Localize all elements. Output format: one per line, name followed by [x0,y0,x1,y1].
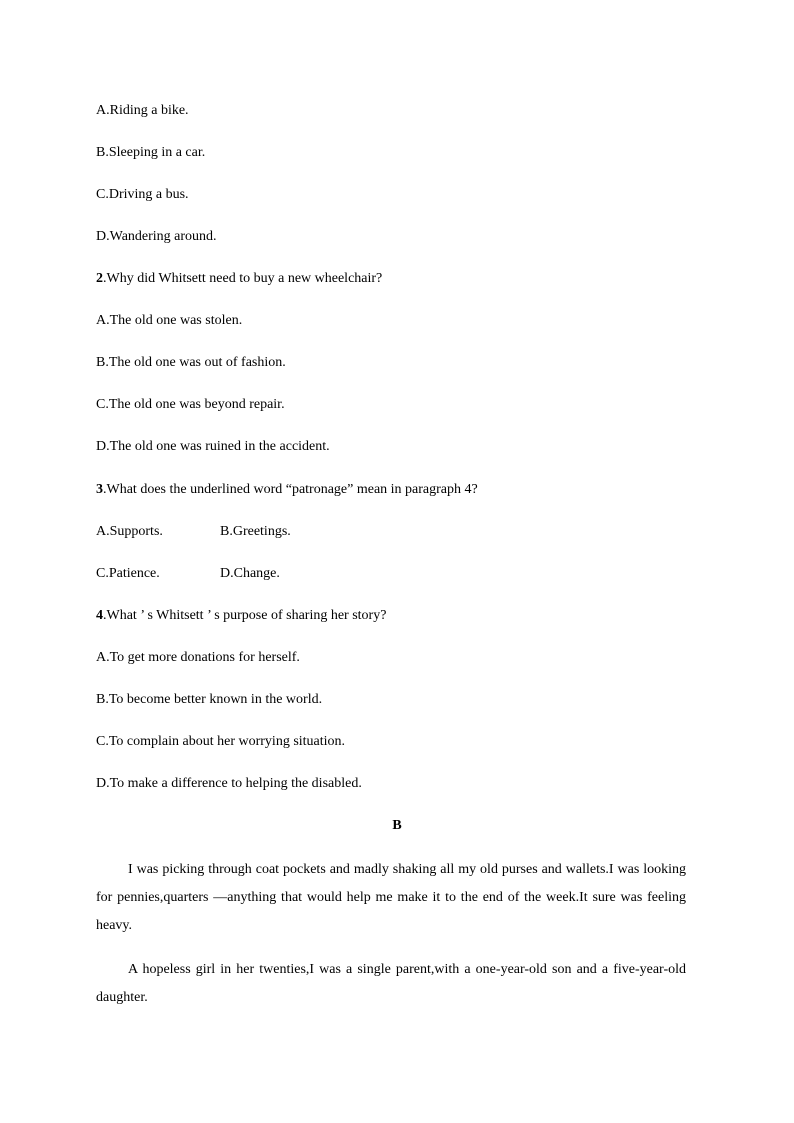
q4-question [96,607,386,625]
q3-question [96,481,478,499]
q2-option-a[interactable]: A.The old one was stolen. [96,313,243,328]
q4-option-d[interactable]: D.To make a difference to helping the disabled. [96,776,362,791]
q3-option-a[interactable]: A.Supports. [96,524,163,539]
q4-option-b[interactable]: B.To become better known in the world. [96,692,323,707]
q2-number: 2 [96,271,103,286]
q2-option-d[interactable]: D.The old one was ruined in the accident. [96,439,330,454]
q3-number: 3 [96,482,103,497]
q4-option-c[interactable]: C.To complain about her worrying situation. [96,734,346,749]
section-b-paragraph-1: I was picking through coat pockets and madly shaking all my old purses and wallets.I was looking for pennies,quarters —anything that would help me make it to the end of the week.It sure was feeling heavy. [96,862,686,933]
q4-option-a[interactable]: A.To get more donations for herself. [96,650,300,665]
q3-option-d[interactable]: D.Change. [220,566,280,581]
section-b-title: B [392,818,402,833]
q3-option-b[interactable]: B.Greetings. [220,524,291,539]
q2-option-c[interactable]: C.The old one was beyond repair. [96,397,285,412]
q4-number: 4 [96,608,103,623]
q1-option-a[interactable]: A.Riding a bike. [96,103,189,118]
section-b-paragraph-2: A hopeless girl in her twenties,I was a single parent,with a one-year-old son and a five-year-old daughter. [96,962,686,1005]
q2-stem: .Why did Whitsett need to buy a new wheelchair? [103,271,383,286]
q3-option-c[interactable]: C.Patience. [96,566,160,581]
q1-option-d[interactable]: D.Wandering around. [96,229,217,244]
q2-option-b[interactable]: B.The old one was out of fashion. [96,355,286,370]
q2-question [96,270,382,288]
q4-stem: .What ’ s Whitsett ’ s purpose of sharing her story? [103,608,387,623]
q1-option-c[interactable]: C.Driving a bus. [96,187,189,202]
q3-stem: .What does the underlined word “patronage” mean in paragraph 4? [103,482,478,497]
q1-option-b[interactable]: B.Sleeping in a car. [96,145,206,160]
